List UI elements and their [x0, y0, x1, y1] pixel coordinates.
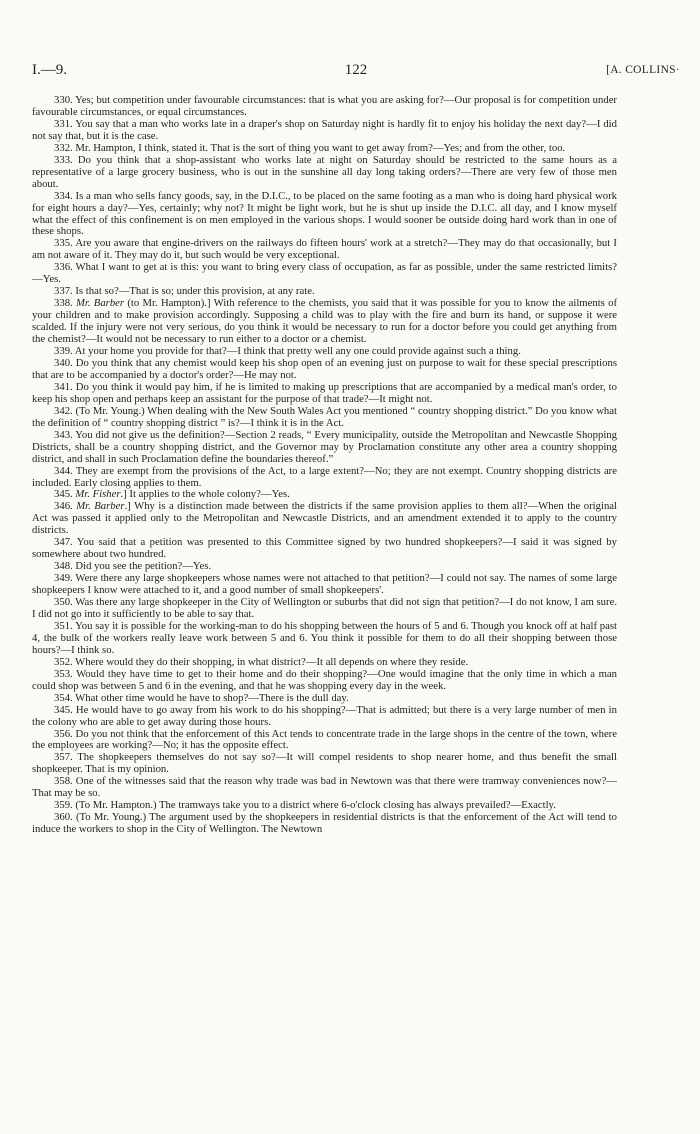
paragraph-333: 333. Do you think that a shop-assistant who works late at night on Saturday should be restricted to the same hours as a representative of a large grocery business, who is out in the sunshine all day long taking orders?—There are very few of those men about.: [32, 153, 617, 190]
paragraph-335: 335. Are you aware that engine-drivers on the railways do fifteen hours' work at a stretch?—They may do that occasionally, but I am not aware of it. They may do it, but such would be very exceptional.: [32, 237, 617, 262]
paragraph-331: 331. You say that a man who works late in a draper's shop on Saturday night is hardly fit to enjoy his holiday the next day?—I did not say that, but it is the case.: [32, 117, 617, 142]
paragraph-351: 351. You say it is possible for the working-man to do his shopping between the hours of 5 and 6. Though you knock off at half past 4, the bulk of the workers really leave work between 5 and 6. You think it possible for them to do all their shopping between those hours?—I think so.: [32, 619, 617, 656]
paragraph-text: With reference to the chemists, you said that it was possible for you to know the ailments of your children and to make provision accordingly. Supposing a child was to play with the fire and burn its hand, or suppose it were scalded. If the injury were not very serious, do you think it would be necessary to run for a doctor before you could get anything from the chemist?—It would not be necessary to run either to a doctor or a chemist.: [32, 297, 618, 346]
paragraph-337: 337. Is that so?—That is so; under this provision, at any rate.: [54, 285, 315, 298]
paragraph-353: 353. Would they have time to get to their home and do their shopping?—One would imagine that the only time in which a man could shop was between 5 and 6 in the evening, and that he was shopping every day in the week.: [32, 667, 617, 692]
paragraph-349: 349. Were there any large shopkeepers whose names were not attached to that petition?—I could not say. The names of some large shopkeepers I know were attached to it, and a good number of small shopkeepers'.: [32, 572, 617, 597]
paragraph-346: [32, 501, 617, 537]
paragraph-357: 357. The shopkeepers themselves do not say so?—It will compel residents to shop nearer home, and thus benefit the small shopkeeper. That is my opinion.: [32, 751, 617, 776]
question-number: 346.: [54, 500, 77, 513]
question-number: 338.: [54, 297, 76, 310]
paragraph-343: 343. You did not give us the definition?—Section 2 reads, “ Every municipality, outside the Metropolitan and Newcastle Shopping Districts, shall be a country shopping district, and the Governor may by Proclamation constitute any other area a country shopping district, and shall in such Proclamation define the boundaries thereof.”: [32, 428, 617, 465]
speaker-name: Mr. Fisher: [75, 488, 121, 501]
speaker-suffix: .]: [120, 488, 130, 501]
speaker-suffix: (to Mr. Hampton).]: [124, 297, 214, 310]
evidence-text: [32, 95, 617, 836]
speaker-suffix: .]: [124, 500, 135, 513]
paragraph-342: 342. (To Mr. Young.) When dealing with the New South Wales Act you mentioned “ country shopping district.” Do you know what the definition of “ country shopping district ” is?—I think it is in the Act.: [32, 404, 617, 429]
page-number: 122: [344, 62, 368, 78]
paragraph-348: 348. Did you see the petition?—Yes.: [54, 560, 212, 573]
paragraph-359: 359. (To Mr. Hampton.) The tramways take you to a district where 6-o'clock closing has always prevailed?—Exactly.: [54, 799, 556, 812]
paragraph-344: 344. They are exempt from the provisions of the Act, to a large extent?—No; they are not exempt. Country shopping districts are included. Early closing applies to them.: [32, 464, 617, 489]
paragraph-354: 354. What other time would he have to shop?—There is the dull day.: [54, 691, 349, 704]
paragraph-330: 330. Yes; but competition under favourable circumstances: that is what you are asking for?—Our proposal is for competition under favourable circumstances, or equal circumstances.: [32, 94, 617, 118]
question-number: 345.: [54, 488, 76, 501]
paragraph-347: 347. You said that a petition was presented to this Committee signed by two hundred shopkeepers?—I said it was signed by somewhere about two hundred.: [32, 536, 617, 561]
paragraph-352: 352. Where would they do their shopping, in what district?—It all depends on where they reside.: [54, 655, 469, 668]
paragraph-338: [32, 298, 617, 346]
witness-name-header: [A. COLLINS·: [606, 64, 680, 76]
paragraph-339: 339. At your home you provide for that?—I think that pretty well any one could provide against such a thing.: [54, 345, 521, 358]
paragraph-350: 350. Was there any large shopkeeper in the City of Wellington or suburbs that did not sign that petition?—I do not know, I am sure. I did not go into it sufficiently to be able to say that.: [32, 596, 617, 620]
parliamentary-paper-reference: I.—9.: [32, 62, 67, 78]
paragraph-340: 340. Do you think that any chemist would keep his shop open of an evening just on purpose to wait for these special prescriptions that are to be accompanied by a doctor's order?—He may not.: [32, 356, 617, 381]
paragraph-360: 360. (To Mr. Young.) The argument used by the shopkeepers in residential districts is that the enforcement of the Act will tend to induce the workers to shop in the City of Wellington. The Newtown: [32, 811, 617, 836]
paragraph-332: 332. Mr. Hampton, I think, stated it. That is the sort of thing you want to get away from?—Yes; and from the other, too.: [54, 141, 566, 154]
paragraph-355: 345. He would have to go away from his work to do his shopping?—That is admitted; but there is a very large number of men in the colony who are able to get away during those hours.: [32, 703, 617, 728]
speaker-name: Mr. Barber: [75, 297, 125, 310]
speaker-name: Mr. Barber: [76, 500, 125, 513]
paragraph-text: Why is a distinction made between the districts if the same provision applies to them all?—When the original Act was passed it applied only to the Metropolitan and Newcastle Districts, and an amendment extended it to apply to the country districts.: [32, 500, 618, 537]
paragraph-text: It applies to the whole colony?—Yes.: [129, 488, 290, 501]
paragraph-358: 358. One of the witnesses said that the reason why trade was bad in Newtown was that there were tramway conveniences now?—That may be so.: [32, 775, 617, 800]
paragraph-341: 341. Do you think it would pay him, if he is limited to making up prescriptions that are accompanied by a medical man's order, to keep his shop open and perhaps keep an assistant for the purpose of that trade?—It might not.: [32, 380, 617, 405]
page-header: [32, 62, 680, 82]
paragraph-334: 334. Is a man who sells fancy goods, say, in the D.I.C., to be placed on the same footing as a man who is doing hard physical work for eight hours a day?—Yes, certainly; why not? It might be light work, but he is shut up inside the D.I.C. all day, and I know myself what the effect of this confinement is on men employed in the various shops. I would sooner be outside doing hard work than in one of these shops.: [32, 189, 617, 238]
paragraph-336: 336. What I want to get at is this: you want to bring every class of occupation, as far as possible, under the same restricted limits?—Yes.: [32, 261, 617, 286]
paragraph-356: 356. Do you not think that the enforcement of this Act tends to concentrate trade in the large shops in the centre of the town, where the employees are working?—No; it has the opposite effect.: [32, 727, 617, 752]
